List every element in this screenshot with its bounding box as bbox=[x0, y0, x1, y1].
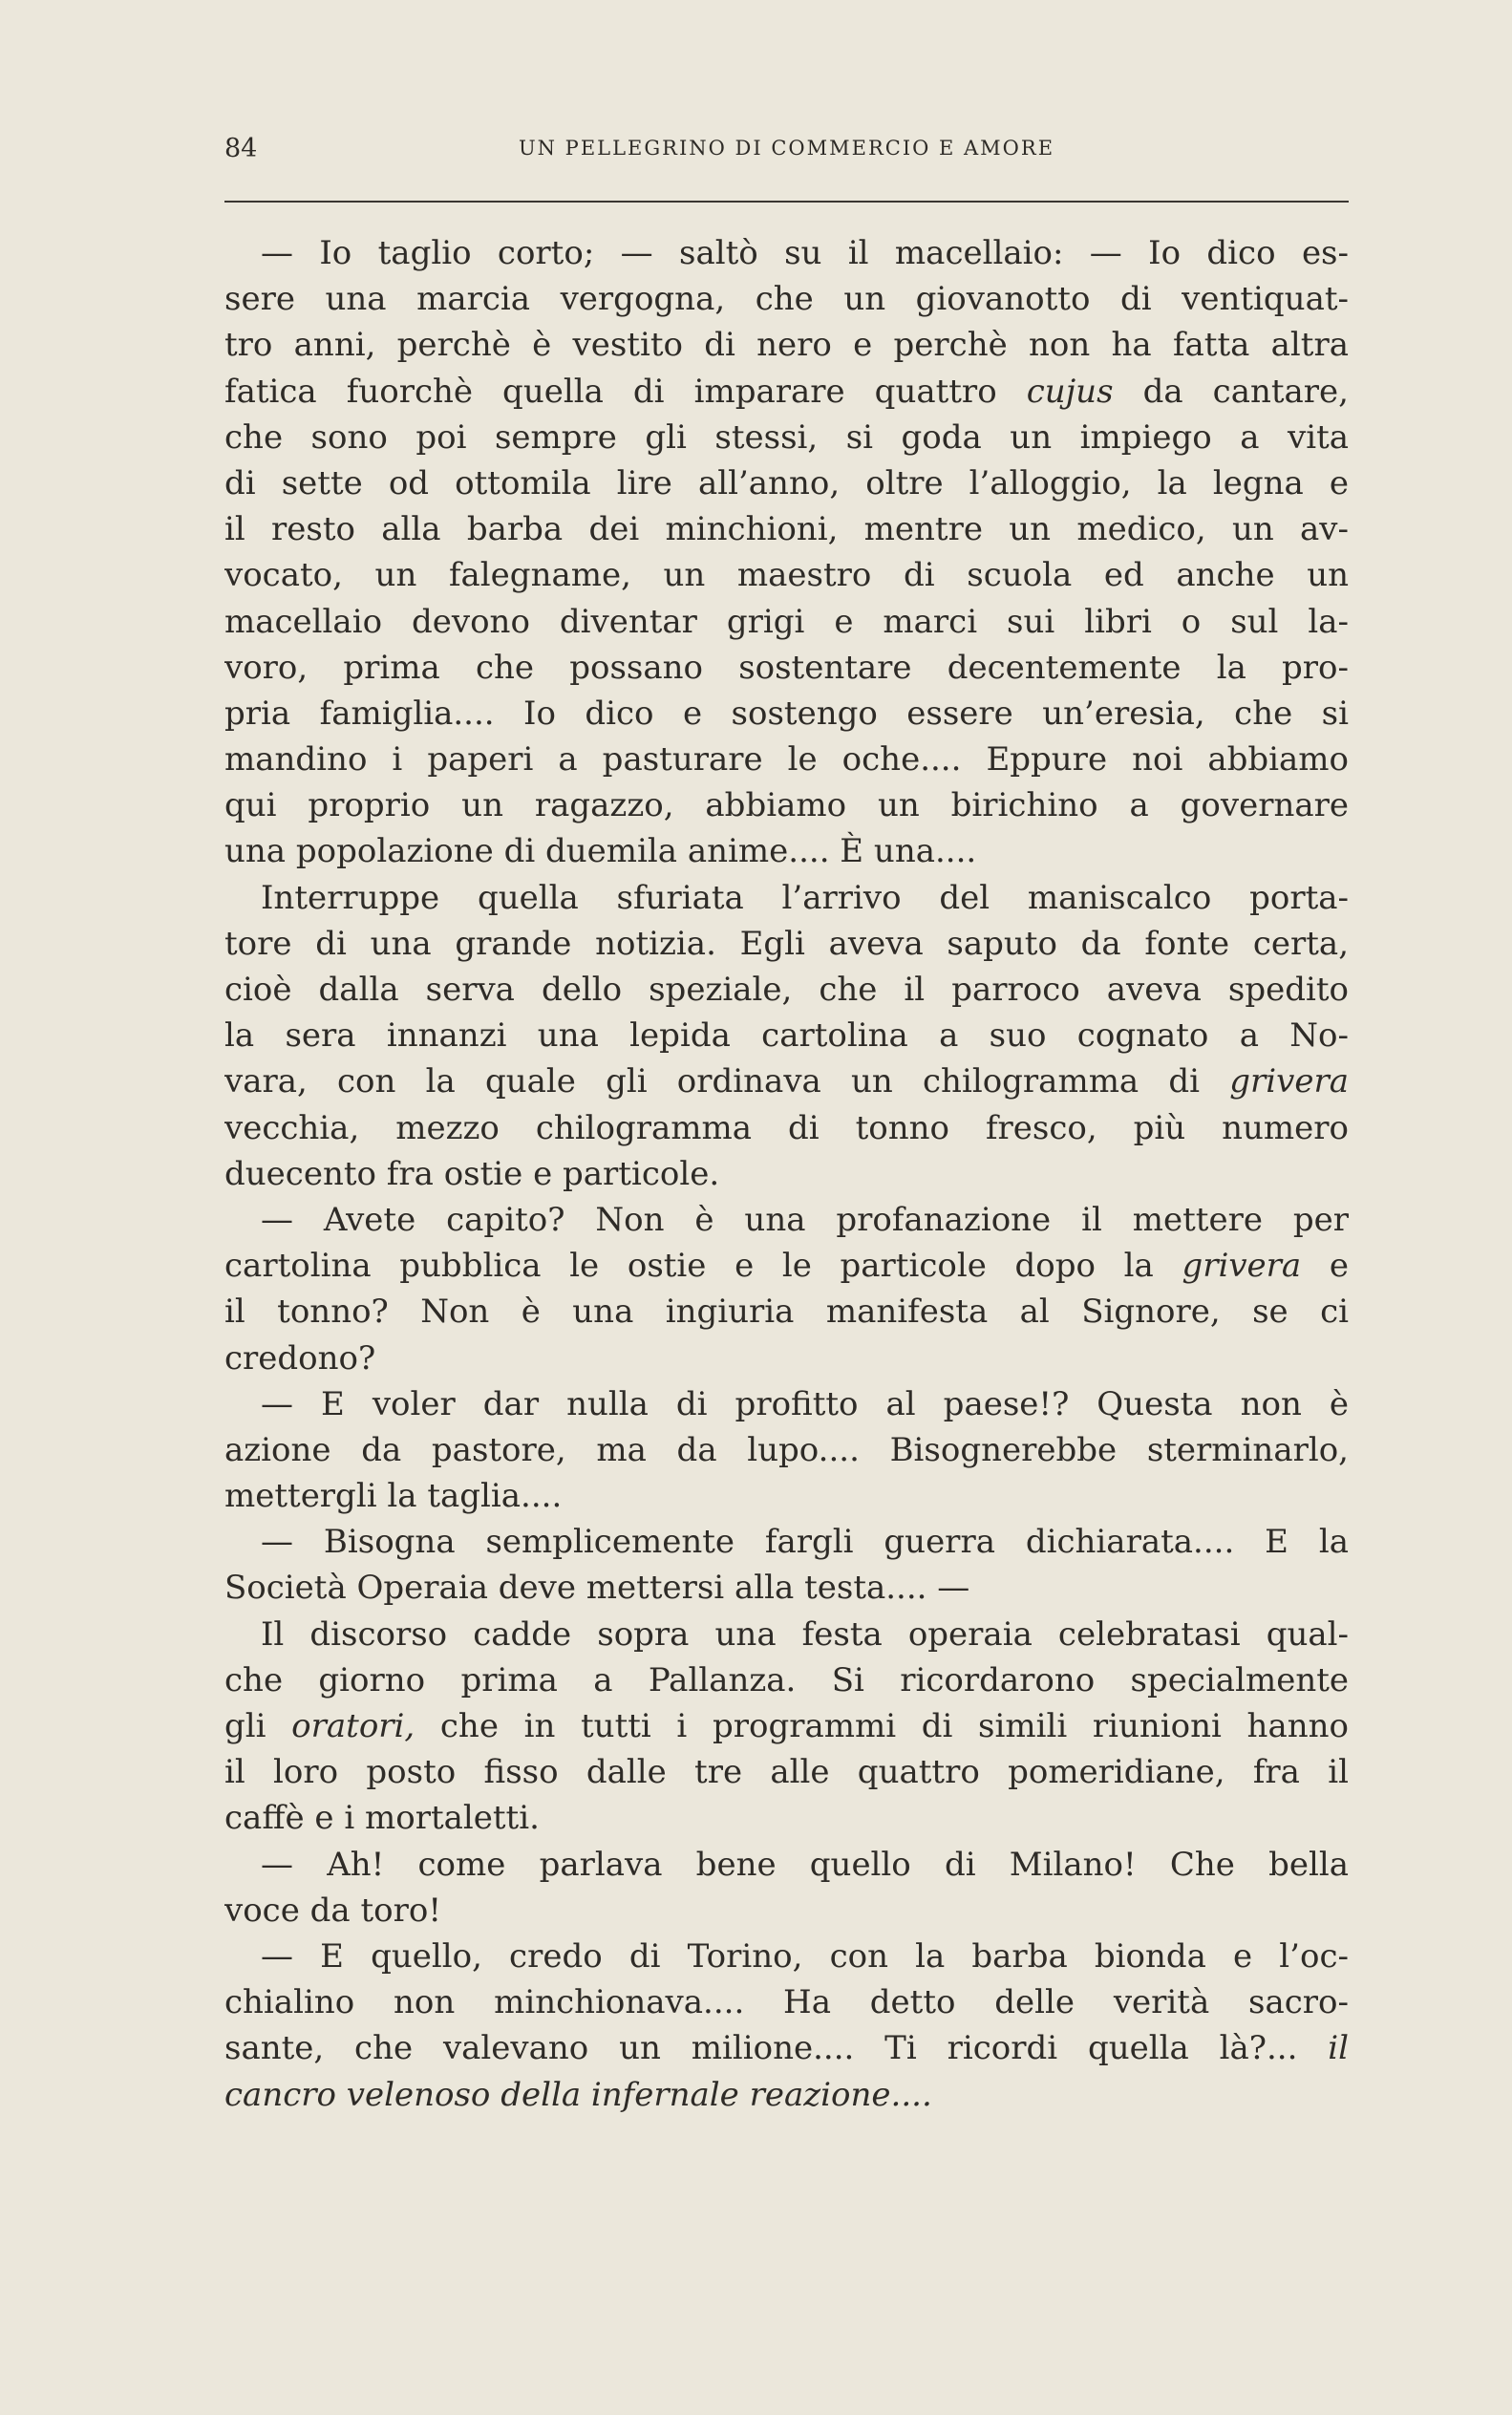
text-line: vecchia, mezzo chilogramma di tonno fresco, più numero bbox=[224, 1108, 1349, 1147]
text-line: chialino non minchionava.... Ha detto delle verità sacro- bbox=[224, 1983, 1349, 2022]
text-line: di sette od ottomila lire all’anno, oltre l’alloggio, la legna e bbox=[224, 463, 1349, 502]
text-segment: fatica fuorchè quella di imparare quattro bbox=[224, 372, 1027, 411]
text-line: tore di una grande notizia. Egli aveva saputo da fonte certa, bbox=[224, 924, 1349, 963]
text-line: cioè dalla serva dello speziale, che il parroco aveva spedito bbox=[224, 971, 1349, 1009]
text-line: — Avete capito? Non è una profanazione il mettere per bbox=[261, 1200, 1349, 1239]
page-header bbox=[224, 134, 1349, 172]
page-number: 84 bbox=[224, 134, 258, 163]
text-line: la sera innanzi una lepida cartolina a suo cognato a No- bbox=[224, 1016, 1349, 1056]
text-line bbox=[224, 2025, 1349, 2071]
text-line: azione da pastore, ma da lupo.... Bisognerebbe sterminarlo, bbox=[224, 1430, 1349, 1469]
text-line: una popolazione di duemila anime.... È una.... bbox=[224, 832, 977, 871]
text-line: vocato, un falegname, un maestro di scuola ed anche un bbox=[224, 556, 1349, 595]
text-line: — E quello, credo di Torino, con la barba bionda e l’oc- bbox=[261, 1936, 1349, 1976]
text-line bbox=[224, 1058, 1349, 1104]
text-line: voce da toro! bbox=[224, 1891, 442, 1930]
text-line: che giorno prima a Pallanza. Si ricordarono specialmente bbox=[224, 1660, 1349, 1699]
text-line: caffè e i mortaletti. bbox=[224, 1799, 540, 1838]
text-segment: e bbox=[1301, 1247, 1349, 1286]
header-rule bbox=[224, 201, 1349, 203]
italic-text: oratori, bbox=[291, 1707, 415, 1745]
text-line: mettergli la taglia.... bbox=[224, 1477, 563, 1516]
text-line: il resto alla barba dei minchioni, mentre un medico, un av- bbox=[224, 510, 1349, 549]
text-segment: da cantare, bbox=[1113, 372, 1349, 411]
text-line: — Ah! come parlava bene quello di Milano! Che bella bbox=[261, 1845, 1349, 1884]
text-line: credono? bbox=[224, 1338, 376, 1378]
text-line: qui proprio un ragazzo, abbiamo un birichino a governare bbox=[224, 786, 1349, 825]
text-segment: che in tutti i programmi di simili riunioni hanno bbox=[415, 1707, 1349, 1745]
text-segment: cartolina pubblica le ostie e le particole dopo la bbox=[224, 1247, 1182, 1286]
text-line: — E voler dar nulla di profitto al paese!? Questa non è bbox=[261, 1384, 1349, 1423]
text-line: il loro posto fisso dalle tre alle quattro pomeridiane, fra il bbox=[224, 1753, 1349, 1792]
text-segment: gli bbox=[224, 1707, 292, 1745]
text-line: Il discorso cadde sopra una festa operaia celebratasi qual- bbox=[261, 1614, 1349, 1654]
text-line: che sono poi sempre gli stessi, si goda un impiego a vita bbox=[224, 417, 1349, 457]
text-line: Interruppe quella sfuriata l’arrivo del maniscalco porta- bbox=[261, 878, 1349, 917]
text-line: Società Operaia deve mettersi alla testa.... — bbox=[224, 1569, 970, 1608]
text-line: il tonno? Non è una ingiuria manifesta al Signore, se ci bbox=[224, 1293, 1349, 1332]
italic-text: cancro velenoso della infernale reazione.... bbox=[224, 2075, 932, 2114]
italic-text: grivera bbox=[1229, 1062, 1349, 1101]
text-segment: vara, con la quale gli ordinava un chilogramma di bbox=[224, 1062, 1230, 1101]
body-text bbox=[224, 230, 1349, 2118]
text-line bbox=[224, 1243, 1349, 1289]
italic-text: il bbox=[1328, 2029, 1349, 2068]
text-line: pria famiglia.... Io dico e sostengo essere un’eresia, che si bbox=[224, 694, 1349, 733]
text-line bbox=[224, 369, 1349, 415]
text-line: sere una marcia vergogna, che un giovanotto di ventiquat- bbox=[224, 280, 1349, 319]
text-line: duecento fra ostie e particole. bbox=[224, 1154, 720, 1193]
text-segment: sante, che valevano un milione.... Ti ricordi quella là?... bbox=[224, 2029, 1329, 2068]
text-line bbox=[224, 2072, 1349, 2118]
text-line: macellaio devono diventar grigi e marci sui libri o sul la- bbox=[224, 602, 1349, 641]
text-line bbox=[224, 1703, 1349, 1749]
italic-text: grivera bbox=[1182, 1247, 1302, 1286]
text-line: — Bisogna semplicemente fargli guerra dichiarata.... E la bbox=[261, 1523, 1349, 1562]
text-line: — Io taglio corto; — saltò su il macellaio: — Io dico es- bbox=[261, 234, 1349, 272]
text-line: mandino i paperi a pasturare le oche.... Eppure noi abbiamo bbox=[224, 740, 1349, 780]
text-line: tro anni, perchè è vestito di nero e perchè non ha fatta altra bbox=[224, 326, 1349, 365]
text-line: voro, prima che possano sostentare decentemente la pro- bbox=[224, 648, 1349, 687]
running-title: UN PELLEGRINO DI COMMERCIO E AMORE bbox=[518, 137, 1055, 160]
italic-text: cujus bbox=[1026, 372, 1114, 411]
